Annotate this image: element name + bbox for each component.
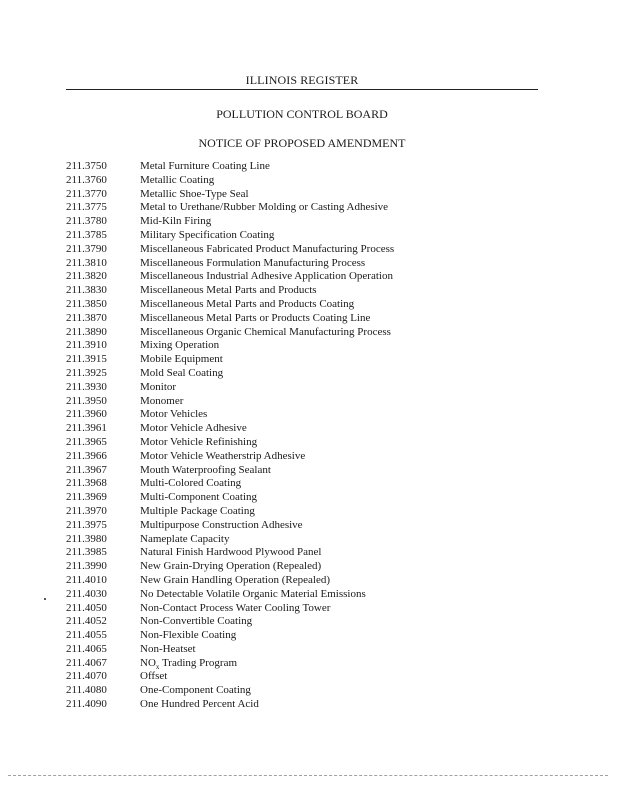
section-title: New Grain Handling Operation (Repealed) (140, 573, 330, 586)
section-number: 211.3820 (66, 270, 107, 283)
header-rule (66, 89, 538, 90)
section-title: Multiple Package Coating (140, 504, 255, 517)
list-item (66, 408, 394, 422)
list-item (66, 298, 394, 312)
section-title: Miscellaneous Metal Parts and Products Coating (140, 297, 355, 310)
list-item (66, 657, 394, 671)
list-item (66, 574, 394, 588)
section-title: Offset (140, 670, 168, 683)
section-title: Monitor (140, 380, 177, 393)
list-item (66, 395, 394, 409)
list-item (66, 450, 394, 464)
list-item (66, 670, 394, 684)
list-item (66, 160, 394, 174)
section-number: 211.3980 (66, 532, 107, 545)
section-title: New Grain-Drying Operation (Repealed) (140, 560, 322, 573)
section-number: 211.3990 (66, 560, 107, 573)
section-number: 211.3966 (66, 449, 107, 462)
section-number: 211.3775 (66, 201, 107, 214)
list-item (66, 505, 394, 519)
section-title: Motor Vehicle Refinishing (140, 435, 258, 448)
section-title: Metal Furniture Coating Line (140, 160, 270, 172)
section-number: 211.3975 (66, 518, 107, 531)
section-number: 211.3785 (66, 228, 107, 241)
section-number: 211.3830 (66, 284, 107, 297)
list-item (66, 698, 394, 712)
board-title: POLLUTION CONTROL BOARD (216, 107, 388, 121)
section-number: 211.3915 (66, 353, 107, 366)
section-title: Miscellaneous Metal Parts and Products (140, 284, 317, 297)
section-title: Miscellaneous Organic Chemical Manufacturing Process (140, 325, 391, 338)
list-item (66, 188, 394, 202)
list-item (66, 326, 394, 340)
list-item (66, 629, 394, 643)
section-number: 211.4052 (66, 615, 107, 628)
section-title: Metallic Coating (140, 173, 215, 186)
section-title (140, 657, 237, 671)
list-item (66, 491, 394, 505)
list-item (66, 243, 394, 257)
section-title: Motor Vehicles (140, 408, 208, 421)
notice-title: NOTICE OF PROPOSED AMENDMENT (198, 136, 406, 150)
section-number: 211.3961 (66, 422, 107, 435)
list-item (66, 229, 394, 243)
list-item (66, 464, 394, 478)
section-number: 211.3770 (66, 187, 107, 200)
section-number: 211.4070 (66, 670, 107, 683)
section-number: 211.3950 (66, 394, 107, 407)
list-item (66, 546, 394, 560)
list-item (66, 422, 394, 436)
section-title: Miscellaneous Industrial Adhesive Application Operation (140, 270, 393, 283)
section-title: Military Specification Coating (140, 228, 275, 241)
section-number: 211.3930 (66, 380, 107, 393)
scan-footer-noise (8, 775, 608, 778)
section-title: Miscellaneous Fabricated Product Manufacturing Process (140, 242, 395, 255)
section-title: Motor Vehicle Adhesive (140, 422, 247, 435)
list-item (66, 436, 394, 450)
section-number: 211.3750 (66, 160, 107, 172)
section-number: 211.3890 (66, 325, 107, 338)
section-title: Miscellaneous Formulation Manufacturing Process (140, 256, 366, 269)
section-number: 211.3780 (66, 215, 107, 228)
section-title: Metal to Urethane/Rubber Molding or Casting Adhesive (140, 201, 389, 214)
list-item (66, 339, 394, 353)
section-number: 211.3870 (66, 311, 107, 324)
section-title: Mold Seal Coating (140, 366, 224, 379)
section-number: 211.3985 (66, 546, 107, 559)
section-title: Mixing Operation (140, 339, 220, 352)
list-item (66, 284, 394, 298)
list-item (66, 312, 394, 326)
section-title: Mobile Equipment (140, 353, 223, 366)
list-item (66, 602, 394, 616)
list-item (66, 615, 394, 629)
section-title: Non-Heatset (140, 642, 196, 655)
list-item (66, 560, 394, 574)
list-item (66, 174, 394, 188)
section-title: One Hundred Percent Acid (140, 698, 259, 711)
section-title: Non-Convertible Coating (140, 615, 253, 628)
section-number: 211.4080 (66, 684, 107, 697)
section-title: Non-Contact Process Water Cooling Tower (140, 601, 331, 614)
section-title: Non-Flexible Coating (140, 629, 237, 642)
section-number: 211.3965 (66, 435, 107, 448)
section-title: One-Component Coating (140, 684, 251, 697)
section-title: Multi-Component Coating (140, 491, 258, 504)
list-item (66, 353, 394, 367)
list-item (66, 215, 394, 229)
section-number: 211.3850 (66, 297, 107, 310)
section-title-subscript: x (155, 662, 160, 671)
section-number: 211.4010 (66, 573, 107, 586)
section-number: 211.3760 (66, 173, 107, 186)
list-item (66, 533, 394, 547)
section-number: 211.4030 (66, 587, 107, 600)
section-title: Monomer (140, 394, 184, 407)
section-title: Natural Finish Hardwood Plywood Panel (140, 546, 322, 559)
list-item (66, 477, 394, 491)
page-header (66, 72, 538, 151)
section-title: No Detectable Volatile Organic Material Emissions (140, 587, 366, 600)
section-number: 211.4065 (66, 642, 107, 655)
section-number: 211.3968 (66, 477, 107, 490)
list-item (66, 270, 394, 284)
section-number: 211.3960 (66, 408, 107, 421)
list-item (66, 257, 394, 271)
list-item (66, 201, 394, 215)
list-item (66, 643, 394, 657)
section-title: Multipurpose Construction Adhesive (140, 518, 303, 531)
section-number: 211.3910 (66, 339, 107, 352)
list-item (66, 367, 394, 381)
list-item (66, 588, 394, 602)
scan-speck (44, 598, 46, 600)
section-title: Mid-Kiln Firing (140, 215, 212, 228)
section-title-prefix: NO (140, 656, 156, 669)
section-title: Multi-Colored Coating (140, 477, 242, 490)
section-number: 211.3969 (66, 491, 107, 504)
section-number: 211.3967 (66, 463, 107, 476)
section-title: Motor Vehicle Weatherstrip Adhesive (140, 449, 306, 462)
section-number: 211.4050 (66, 601, 107, 614)
section-number: 211.4055 (66, 629, 107, 642)
list-item (66, 381, 394, 395)
section-title: Nameplate Capacity (140, 532, 230, 545)
list-item (66, 684, 394, 698)
section-title: Miscellaneous Metal Parts or Products Coating Line (140, 311, 371, 324)
section-definitions-list (66, 160, 394, 712)
section-title: Metallic Shoe-Type Seal (140, 187, 249, 200)
section-title: Mouth Waterproofing Sealant (140, 463, 271, 476)
section-number: 211.4067 (66, 656, 107, 669)
register-title: ILLINOIS REGISTER (245, 73, 359, 87)
section-number: 211.4090 (66, 698, 107, 711)
section-number: 211.3810 (66, 256, 107, 269)
section-title-text: Trading Program (159, 656, 238, 669)
list-item (66, 519, 394, 533)
section-number: 211.3790 (66, 242, 107, 255)
section-number: 211.3970 (66, 504, 107, 517)
section-number: 211.3925 (66, 366, 107, 379)
